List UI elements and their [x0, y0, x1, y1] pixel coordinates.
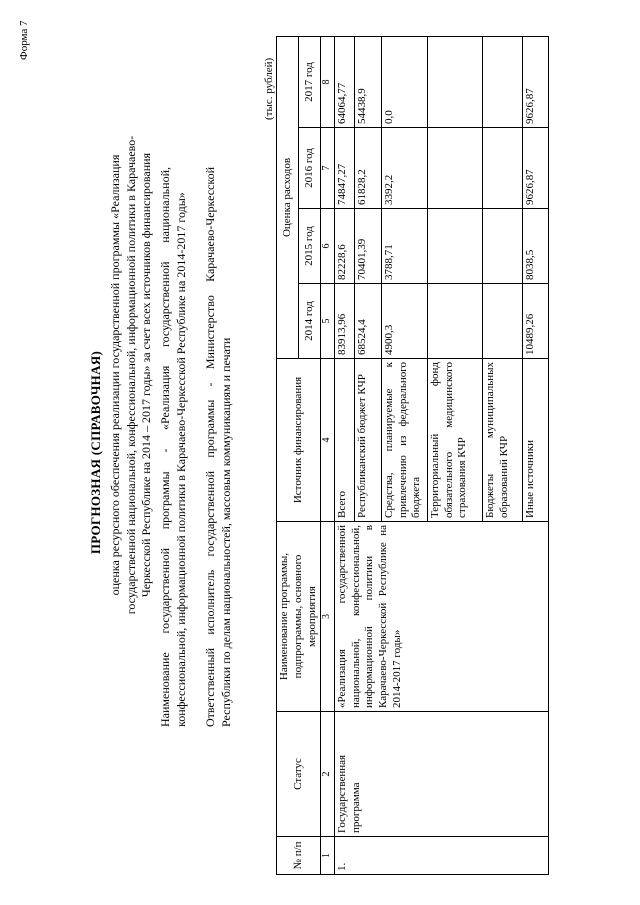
- header-year-2014: 2014 год: [299, 284, 321, 359]
- header-num: № п/п: [277, 837, 321, 875]
- value-cell: 9626,87: [522, 128, 548, 209]
- source-name: Бюджеты муниципальных образований КЧР: [482, 359, 522, 522]
- value-cell: 68524,4: [354, 284, 381, 359]
- value-cell: [427, 284, 482, 359]
- value-cell: 70401,39: [354, 209, 381, 284]
- row-name: «Реализация государственной национальной, конфессиональной, информационной политики в Карачаево-Черкесской Республике на 2014-2017 годы»: [334, 522, 548, 712]
- value-cell: 83913,96: [334, 284, 354, 359]
- header-estimate: Оценка расходов: [277, 36, 299, 358]
- value-cell: [427, 209, 482, 284]
- resource-table: [276, 36, 549, 875]
- value-cell: 64064,77: [334, 36, 354, 127]
- source-name: Средства, планируемые к привлечению из федерального бюджета: [381, 359, 427, 522]
- row-status: Государственная программа: [334, 712, 548, 837]
- program-name-paragraph: Наименование государственной программы - «Реализация государственной национальной, конфессиональной, информационной политики в Карачаево-Черкесской Республике на 2014-2017 годы»: [158, 167, 188, 727]
- col-number: 8: [321, 36, 335, 127]
- col-number: 6: [321, 209, 335, 284]
- value-cell: 8038,5: [522, 209, 548, 284]
- source-name: Территориальный фонд обязательного медицинского страхования КЧР: [427, 359, 482, 522]
- value-cell: 4900,3: [381, 284, 427, 359]
- value-cell: 61828,2: [354, 128, 381, 209]
- value-cell: 3392,2: [381, 128, 427, 209]
- value-cell: 3788,71: [381, 209, 427, 284]
- executor-paragraph: Ответственный исполнитель государственной программы - Министерство Карачаево-Черкесской Республики по делам национальностей, массовым коммуникациям и печати: [203, 167, 233, 727]
- value-cell: 0,0: [381, 36, 427, 127]
- col-number: 5: [321, 284, 335, 359]
- value-cell: [482, 209, 522, 284]
- value-cell: 9626,87: [522, 36, 548, 127]
- form-label: Форма 7: [18, 20, 30, 60]
- value-cell: [482, 128, 522, 209]
- value-cell: 10489,26: [522, 284, 548, 359]
- col-number: 2: [321, 712, 335, 837]
- header-status: Статус: [277, 712, 321, 837]
- value-cell: 74847,27: [334, 128, 354, 209]
- value-cell: [427, 36, 482, 127]
- header-year-2016: 2016 год: [299, 128, 321, 209]
- value-cell: [427, 128, 482, 209]
- row-num: 1.: [334, 837, 548, 875]
- document-subtitle: оценка ресурсного обеспечения реализации государственной программы «Реализация государственной национальной, конфессиональной, информационной политики в Карачаево-Черкесской Республике на 2014 – 2017 годы» за счет всех источников финансирования: [108, 135, 154, 615]
- col-number: 3: [321, 522, 335, 712]
- value-cell: 82228,6: [334, 209, 354, 284]
- header-name: Наименование программы, подпрограммы, основного мероприятия: [277, 522, 321, 712]
- value-cell: [482, 36, 522, 127]
- header-source: Источник финансирования: [277, 359, 321, 522]
- value-cell: [482, 284, 522, 359]
- col-number: 7: [321, 128, 335, 209]
- source-name: Всего: [334, 359, 354, 522]
- header-year-2017: 2017 год: [299, 36, 321, 127]
- col-number: 4: [321, 359, 335, 522]
- units-label: (тыс. рублей): [263, 57, 275, 120]
- document-title: ПРОГНОЗНАЯ (СПРАВОЧНАЯ): [88, 350, 103, 555]
- header-year-2015: 2015 год: [299, 209, 321, 284]
- col-number: 1: [321, 837, 335, 875]
- source-name: Республиканский бюджет КЧР: [354, 359, 381, 522]
- source-name: Иные источники: [522, 359, 548, 522]
- value-cell: 54438,9: [354, 36, 381, 127]
